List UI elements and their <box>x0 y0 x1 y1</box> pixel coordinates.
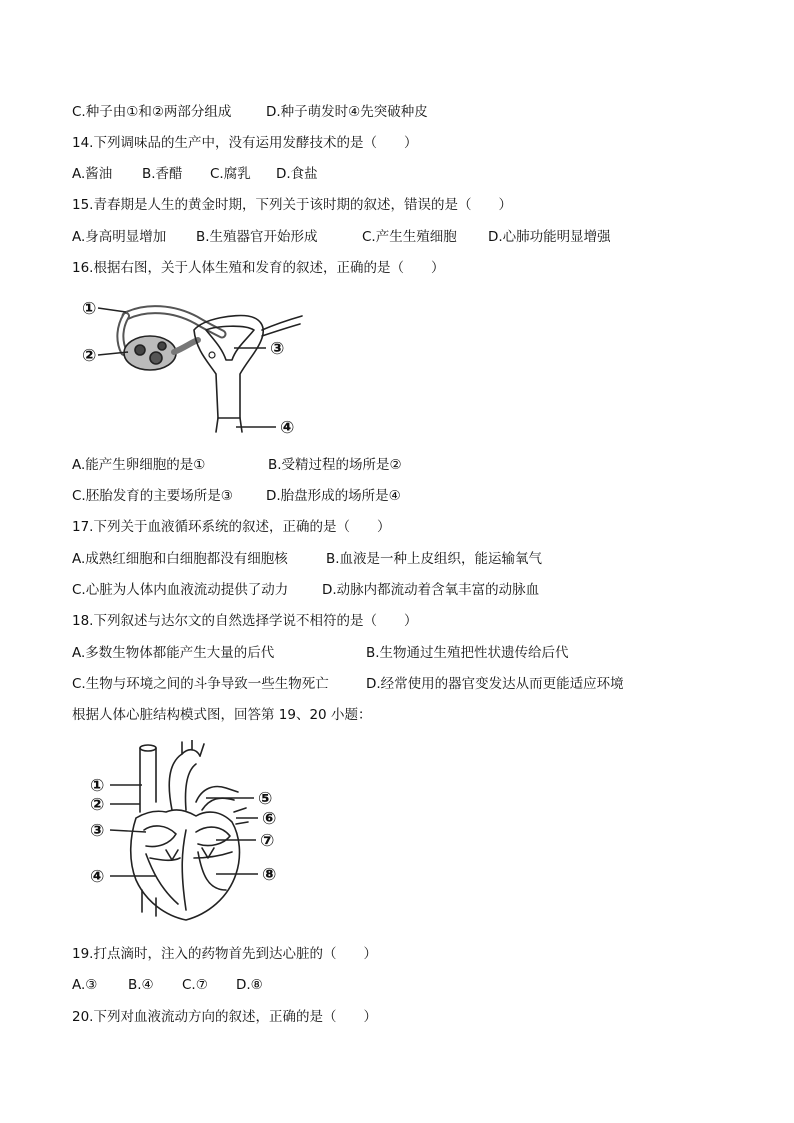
q14-option-d: D.食盐 <box>276 166 318 182</box>
q15-option-d: D.心肺功能明显增强 <box>488 229 611 245</box>
q16-option-b: B.受精过程的场所是② <box>268 457 402 473</box>
q14-stem: 14.下列调味品的生产中，没有运用发酵技术的是（ ） <box>72 135 418 151</box>
heart-structure-figure <box>86 740 296 925</box>
q15-option-c: C.产生生殖细胞 <box>362 229 457 245</box>
q16-option-d: D.胎盘形成的场所是④ <box>266 488 401 504</box>
q17-option-a: A.成熟红细胞和白细胞都没有细胞核 <box>72 551 288 567</box>
q18-option-a: A.多数生物体都能产生大量的后代 <box>72 645 275 661</box>
q19-option-a: A.③ <box>72 977 98 993</box>
q14-option-b: B.香醋 <box>142 166 183 182</box>
reproductive-label-2: ② <box>82 346 97 366</box>
heart-label-5: ⑤ <box>258 789 273 809</box>
q17-option-c: C.心脏为人体内血液流动提供了动力 <box>72 582 289 598</box>
q19-option-c: C.⑦ <box>182 977 208 993</box>
heart-label-1: ① <box>90 776 105 796</box>
q19-option-d: D.⑧ <box>236 977 263 993</box>
q17-option-b: B.血液是一种上皮组织，能运输氧气 <box>326 551 543 567</box>
heart-intro: 根据人体心脏结构模式图，回答第 19、20 小题： <box>72 707 372 723</box>
q15-stem: 15.青春期是人生的黄金时期，下列关于该时期的叙述，错误的是（ ） <box>72 197 512 213</box>
q19-option-b: B.④ <box>128 977 154 993</box>
q19-stem: 19.打点滴时，注入的药物首先到达心脏的（ ） <box>72 946 377 962</box>
q16-option-c: C.胚胎发育的主要场所是③ <box>72 488 233 504</box>
heart-label-2: ② <box>90 795 105 815</box>
q13-option-c: C.种子由①和②两部分组成 <box>72 104 232 120</box>
q16-stem: 16.根据右图，关于人体生殖和发育的叙述，正确的是（ ） <box>72 260 445 276</box>
q14-option-a: A.酱油 <box>72 166 113 182</box>
female-reproductive-figure <box>76 290 316 440</box>
q18-option-b: B.生物通过生殖把性状遗传给后代 <box>366 645 569 661</box>
q15-option-a: A.身高明显增加 <box>72 229 167 245</box>
q20-stem: 20.下列对血液流动方向的叙述，正确的是（ ） <box>72 1009 377 1025</box>
q15-option-b: B.生殖器官开始形成 <box>196 229 318 245</box>
q18-option-c: C.生物与环境之间的斗争导致一些生物死亡 <box>72 676 329 692</box>
reproductive-label-3: ③ <box>270 339 285 359</box>
q17-option-d: D.动脉内都流动着含氧丰富的动脉血 <box>322 582 540 598</box>
reproductive-label-4: ④ <box>280 418 295 438</box>
heart-label-4: ④ <box>90 867 105 887</box>
heart-label-3: ③ <box>90 821 105 841</box>
reproductive-label-1: ① <box>82 299 97 319</box>
q16-option-a: A.能产生卵细胞的是① <box>72 457 206 473</box>
heart-label-6: ⑥ <box>262 809 277 829</box>
heart-label-7: ⑦ <box>260 831 275 851</box>
q18-stem: 18.下列叙述与达尔文的自然选择学说不相符的是（ ） <box>72 613 418 629</box>
q18-option-d: D.经常使用的器官变发达从而更能适应环境 <box>366 676 624 692</box>
q14-option-c: C.腐乳 <box>210 166 251 182</box>
q13-option-d: D.种子萌发时④先突破种皮 <box>266 104 428 120</box>
heart-label-8: ⑧ <box>262 865 277 885</box>
q17-stem: 17.下列关于血液循环系统的叙述，正确的是（ ） <box>72 519 391 535</box>
